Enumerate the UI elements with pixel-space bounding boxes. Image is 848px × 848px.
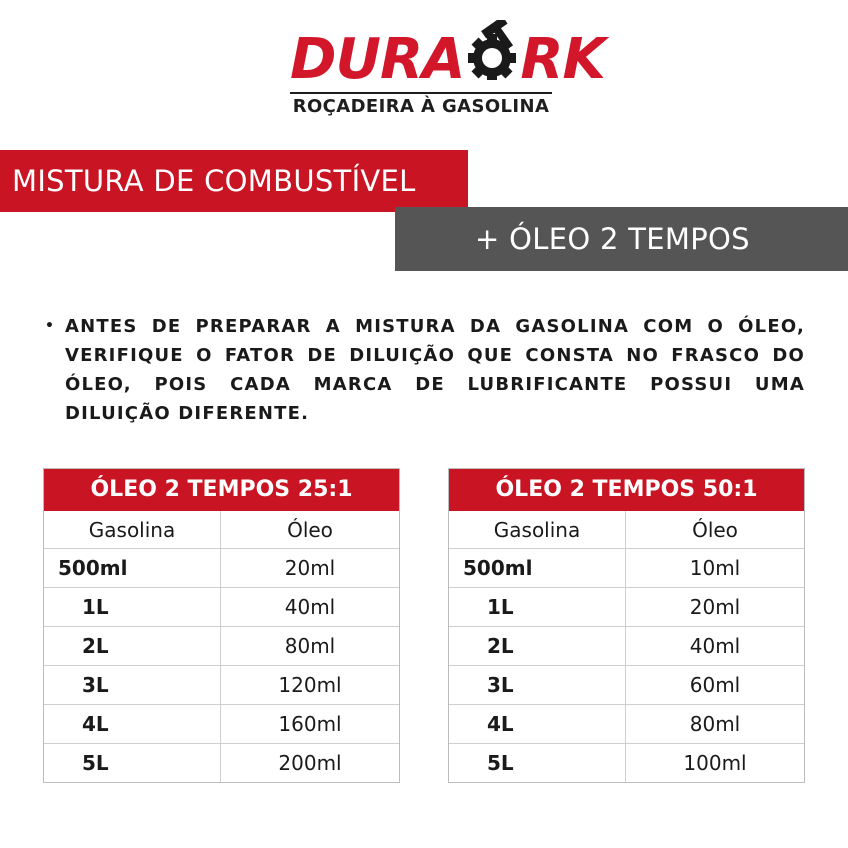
oil-cell: 40ml: [284, 595, 336, 619]
gasoline-cell: 500ml: [449, 549, 626, 587]
logo-subtitle: ROÇADEIRA À GASOLINA: [290, 92, 552, 117]
column-header-gasoline: Gasolina: [44, 511, 221, 548]
table-row: [44, 626, 399, 665]
oil-cell: 60ml: [689, 673, 741, 697]
brand-logo: [0, 0, 848, 130]
table-row: [44, 665, 399, 704]
table-title: ÓLEO 2 TEMPOS 25:1: [44, 469, 399, 511]
gasoline-cell: 1L: [44, 588, 221, 626]
gasoline-cell: 2L: [44, 627, 221, 665]
gasoline-cell: 5L: [449, 744, 626, 782]
main-banner: MISTURA DE COMBUSTÍVEL: [0, 150, 468, 212]
oil-cell: 10ml: [689, 556, 741, 580]
dilution-note: [45, 312, 805, 428]
logo-word-right: RK: [520, 27, 605, 92]
table-row: [449, 626, 804, 665]
gear-hammer-icon: [466, 34, 518, 86]
column-header-oil: Óleo: [287, 517, 333, 542]
oil-cell: 40ml: [689, 634, 741, 658]
logo-wordmark: [290, 27, 605, 92]
oil-cell: 20ml: [689, 595, 741, 619]
table-row: [449, 587, 804, 626]
logo-word-left: DURA: [290, 27, 465, 92]
table-row: [449, 548, 804, 587]
gasoline-cell: 3L: [44, 666, 221, 704]
gasoline-cell: 500ml: [44, 549, 221, 587]
secondary-banner: + ÓLEO 2 TEMPOS: [395, 207, 848, 271]
table-row: [44, 704, 399, 743]
gasoline-cell: 5L: [44, 744, 221, 782]
oil-cell: 200ml: [278, 751, 342, 775]
oil-cell: 100ml: [683, 751, 747, 775]
column-header-gasoline: Gasolina: [449, 511, 626, 548]
gasoline-cell: 2L: [449, 627, 626, 665]
table-header-row: [449, 511, 804, 548]
gasoline-cell: 3L: [449, 666, 626, 704]
table-row: [449, 743, 804, 782]
note-text: ANTES DE PREPARAR A MISTURA DA GASOLINA COM O ÓLEO, VERIFIQUE O FATOR DE DILUIÇÃO QUE CONSTA NO FRASCO DO ÓLEO, POIS CADA MARCA DE LUBRIFICANTE POSSUI UMA DILUIÇÃO DIFERENTE.: [65, 316, 805, 424]
table-row: [44, 548, 399, 587]
table-row: [449, 704, 804, 743]
gasoline-cell: 4L: [44, 705, 221, 743]
table-row: [44, 587, 399, 626]
oil-cell: 120ml: [278, 673, 342, 697]
gasoline-cell: 1L: [449, 588, 626, 626]
oil-cell: 80ml: [689, 712, 741, 736]
table-header-row: [44, 511, 399, 548]
oil-cell: 20ml: [284, 556, 336, 580]
table-row: [44, 743, 399, 782]
table-row: [449, 665, 804, 704]
mix-table-50-1: [448, 468, 805, 783]
column-header-oil: Óleo: [692, 517, 738, 542]
oil-cell: 160ml: [278, 712, 342, 736]
mix-table-25-1: [43, 468, 400, 783]
oil-cell: 80ml: [284, 634, 336, 658]
table-title: ÓLEO 2 TEMPOS 50:1: [449, 469, 804, 511]
gasoline-cell: 4L: [449, 705, 626, 743]
bullet-icon: •: [45, 318, 54, 334]
